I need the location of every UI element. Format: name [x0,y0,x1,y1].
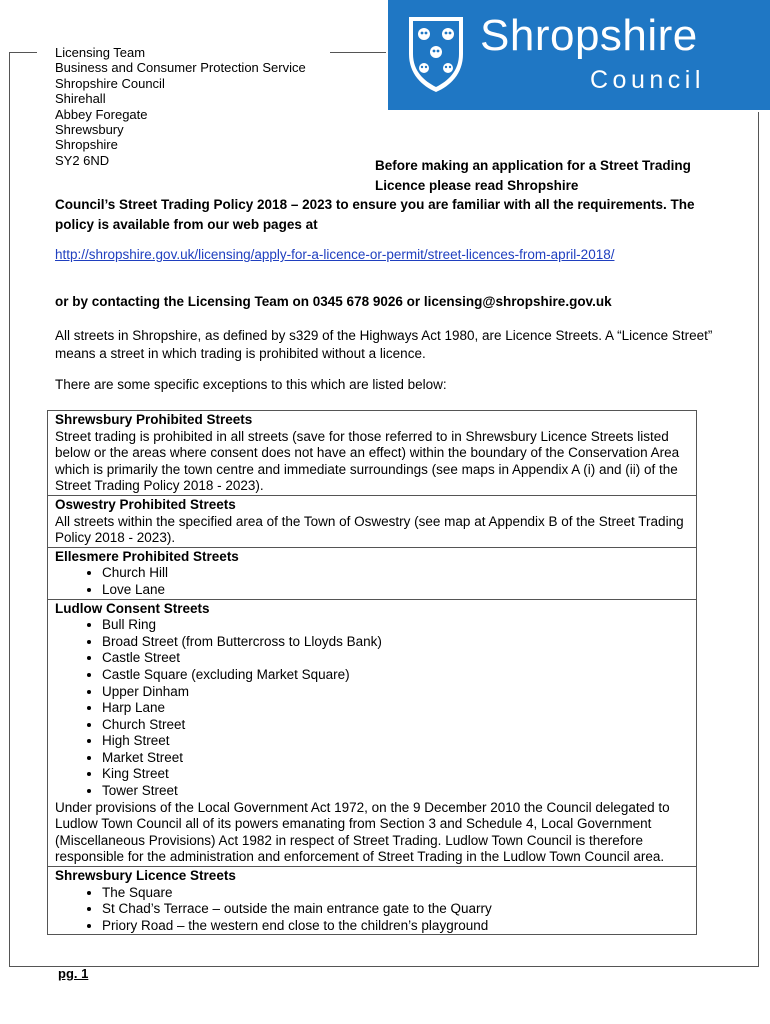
table-row [48,599,697,867]
logo-title: Shropshire [480,11,698,60]
shropshire-council-logo [388,0,770,110]
table-row [48,411,697,496]
list-item: • St Chad’s Terrace – outside the main entrance gate to the Quarry [102,901,689,918]
frame-border-right [758,112,759,966]
frame-border-bottom [9,966,759,967]
licence-streets-paragraph: All streets in Shropshire, as defined by s329 of the Highways Act 1980, are Licence Streets. A “Licence Street” means a street in which trading is prohibited without a licence. [55,328,713,361]
list-item: • High Street [102,733,689,750]
policy-link[interactable]: http://shropshire.gov.uk/licensing/apply-for-a-licence-or-permit/street-licences-from-april-2018/ [55,247,615,262]
section-cell [48,411,697,496]
list-item: • Priory Road – the western end close to the children’s playground [102,918,689,935]
intro-text-right: Before making an application for a Street Trading Licence please read Shropshire [375,158,691,193]
contact-text: or by contacting the Licensing Team on 0345 678 9026 or licensing@shropshire.gov.uk [55,294,612,309]
section-title: Ellesmere Prohibited Streets [55,548,239,564]
list-item: • Harp Lane [102,700,689,717]
section-text: All streets within the specified area of the Town of Oswestry (see map at Appendix B of the Street Trading Policy 2018 - 2023). [55,513,684,546]
exceptions-table [47,410,697,935]
address-block [55,45,306,168]
table-row [48,495,697,547]
section-cell [48,547,697,599]
address-line: Abbey Foregate [55,106,148,122]
frame-border-top-right [330,52,386,53]
frame-border-top-left [9,52,37,53]
section-title: Oswestry Prohibited Streets [55,496,236,512]
page-number: pg. 1 [58,966,89,981]
address-line: Business and Consumer Protection Service [55,60,306,76]
section-cell [48,495,697,547]
address-line: Shirehall [55,91,106,107]
section-cell [48,867,697,935]
list-item: • The Square [102,885,689,902]
table-row [48,867,697,935]
list-item: • Love Lane [102,582,689,599]
address-line: Licensing Team [55,45,146,60]
list-item: • Castle Street [102,650,689,667]
street-list [55,617,689,800]
list-item: • Bull Ring [102,617,689,634]
list-item: • Church Hill [102,565,689,582]
crest-icon [406,14,466,94]
section-cell [48,599,697,867]
street-list [55,565,689,598]
table-row [48,547,697,599]
intro-text: Council’s Street Trading Policy 2018 – 2023 to ensure you are familiar with all the requirements. The policy is available from our web pages at [55,197,695,232]
logo-subtitle: Council [590,66,705,94]
list-item: • Upper Dinham [102,684,689,701]
address-line: Shropshire [55,137,118,153]
section-text: Street trading is prohibited in all streets (save for those referred to in Shrewsbury Licence Streets listed below or the areas where consent does not have an effect) within the boundary of the Conservation Area which is primarily the town centre and immediate surroundings (see maps in Appendix A (i) and (ii) of the Street Trading Policy 2018 - 2023). [55,428,680,494]
section-title: Shrewsbury Licence Streets [55,868,236,884]
address-line: Shropshire Council [55,75,165,91]
list-item: • Broad Street (from Buttercross to Lloyds Bank) [102,634,689,651]
section-title: Shrewsbury Prohibited Streets [55,412,253,427]
list-item: • Castle Square (excluding Market Square) [102,667,689,684]
list-item: • King Street [102,766,689,783]
exceptions-intro: There are some specific exceptions to this which are listed below: [55,377,447,392]
address-line: SY2 6ND [55,152,110,168]
frame-border-left [9,52,10,966]
list-item: • Church Street [102,717,689,734]
list-item: • Market Street [102,750,689,767]
list-item: • Tower Street [102,783,689,800]
section-note: Under provisions of the Local Government Act 1972, on the 9 December 2010 the Council delegated to Ludlow Town Council all of its powers emanating from Section 3 and Schedule 4, Local Government (Miscellaneous Provisions) Act 1982 in respect of Street Trading. Ludlow Town Council is therefore responsible for the administration and enforcement of Street Trading in the Ludlow Town Council area. [55,799,670,865]
address-line: Shrewsbury [55,122,124,138]
section-title: Ludlow Consent Streets [55,600,210,616]
street-list [55,885,689,935]
